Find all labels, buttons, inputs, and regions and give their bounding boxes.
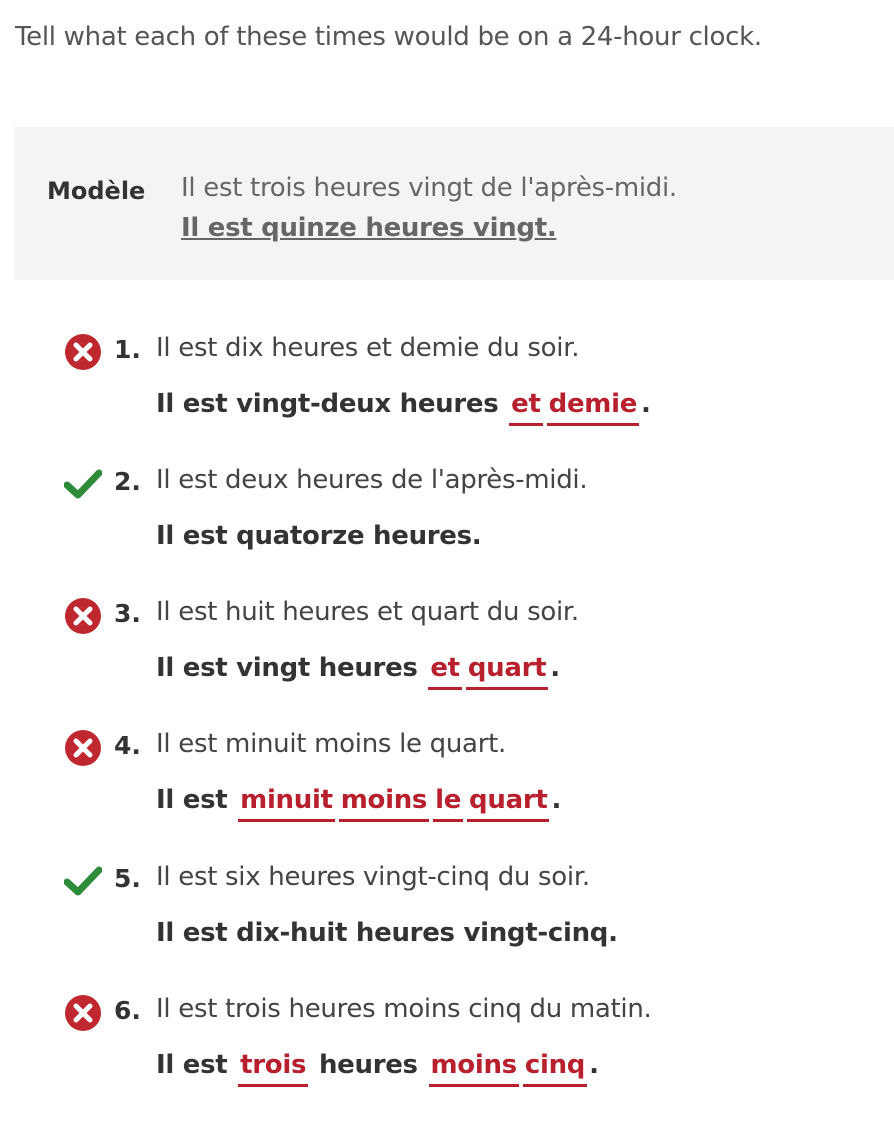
answer-punct: . xyxy=(550,653,560,683)
answer-blank[interactable]: et xyxy=(509,390,542,426)
question-prompt: Il est minuit moins le quart. xyxy=(156,729,506,759)
answer-blank[interactable]: moins xyxy=(429,1051,519,1087)
answer-punct: . xyxy=(551,785,562,815)
question-answer: Il est quatorze heures. xyxy=(156,521,482,551)
answer-blank[interactable]: quart xyxy=(466,654,548,690)
question-number: 4. xyxy=(114,731,141,760)
question-number: 5. xyxy=(114,864,141,893)
answer-text: Il est xyxy=(156,785,228,815)
answer-blank[interactable]: minuit xyxy=(238,786,335,822)
model-answer: Il est quinze heures vingt. xyxy=(181,213,557,243)
model-prompt: Il est trois heures vingt de l'après-midi. xyxy=(181,173,677,203)
checkmark-icon xyxy=(64,465,102,503)
question-answer xyxy=(156,389,651,426)
question-number: 3. xyxy=(114,599,141,628)
question-item-5 xyxy=(0,862,894,982)
question-prompt: Il est deux heures de l'après-midi. xyxy=(156,465,588,495)
model-box xyxy=(14,127,894,280)
question-answer xyxy=(156,653,560,690)
question-number: 6. xyxy=(114,996,141,1025)
answer-punct: . xyxy=(589,1050,599,1080)
answer-text: Il est xyxy=(156,1050,228,1080)
question-item-4 xyxy=(0,729,894,849)
question-answer: Il est dix-huit heures vingt-cinq. xyxy=(156,918,618,948)
answer-blank[interactable]: trois xyxy=(238,1051,308,1087)
question-item-6 xyxy=(0,994,894,1114)
x-circle-icon xyxy=(64,597,102,635)
x-circle-icon xyxy=(64,333,102,371)
model-label: Modèle xyxy=(47,177,146,205)
question-prompt: Il est trois heures moins cinq du matin. xyxy=(156,994,652,1024)
question-answer xyxy=(156,1050,599,1087)
question-number: 1. xyxy=(114,335,141,364)
answer-blank[interactable]: cinq xyxy=(523,1051,587,1087)
answer-blank[interactable]: le xyxy=(433,786,463,822)
x-circle-icon xyxy=(64,994,102,1032)
question-number: 2. xyxy=(114,467,141,496)
x-circle-icon xyxy=(64,729,102,767)
answer-blank[interactable]: et xyxy=(428,654,461,690)
question-item-2 xyxy=(0,465,894,585)
question-prompt: Il est dix heures et demie du soir. xyxy=(156,333,580,363)
answer-blank[interactable]: quart xyxy=(467,786,549,822)
question-prompt: Il est huit heures et quart du soir. xyxy=(156,597,579,627)
question-answer xyxy=(156,785,561,822)
answer-text: Il est vingt-deux heures xyxy=(156,389,499,419)
answer-punct: . xyxy=(641,389,651,419)
question-prompt: Il est six heures vingt-cinq du soir. xyxy=(156,862,590,892)
answer-blank[interactable]: moins xyxy=(339,786,429,822)
checkmark-icon xyxy=(64,862,102,900)
answer-text: heures xyxy=(318,1050,418,1080)
answer-blank[interactable]: demie xyxy=(547,390,639,426)
answer-text: Il est vingt heures xyxy=(156,653,418,683)
instructions-text: Tell what each of these times would be on a 24-hour clock. xyxy=(15,22,762,52)
question-item-3 xyxy=(0,597,894,717)
question-item-1 xyxy=(0,333,894,453)
